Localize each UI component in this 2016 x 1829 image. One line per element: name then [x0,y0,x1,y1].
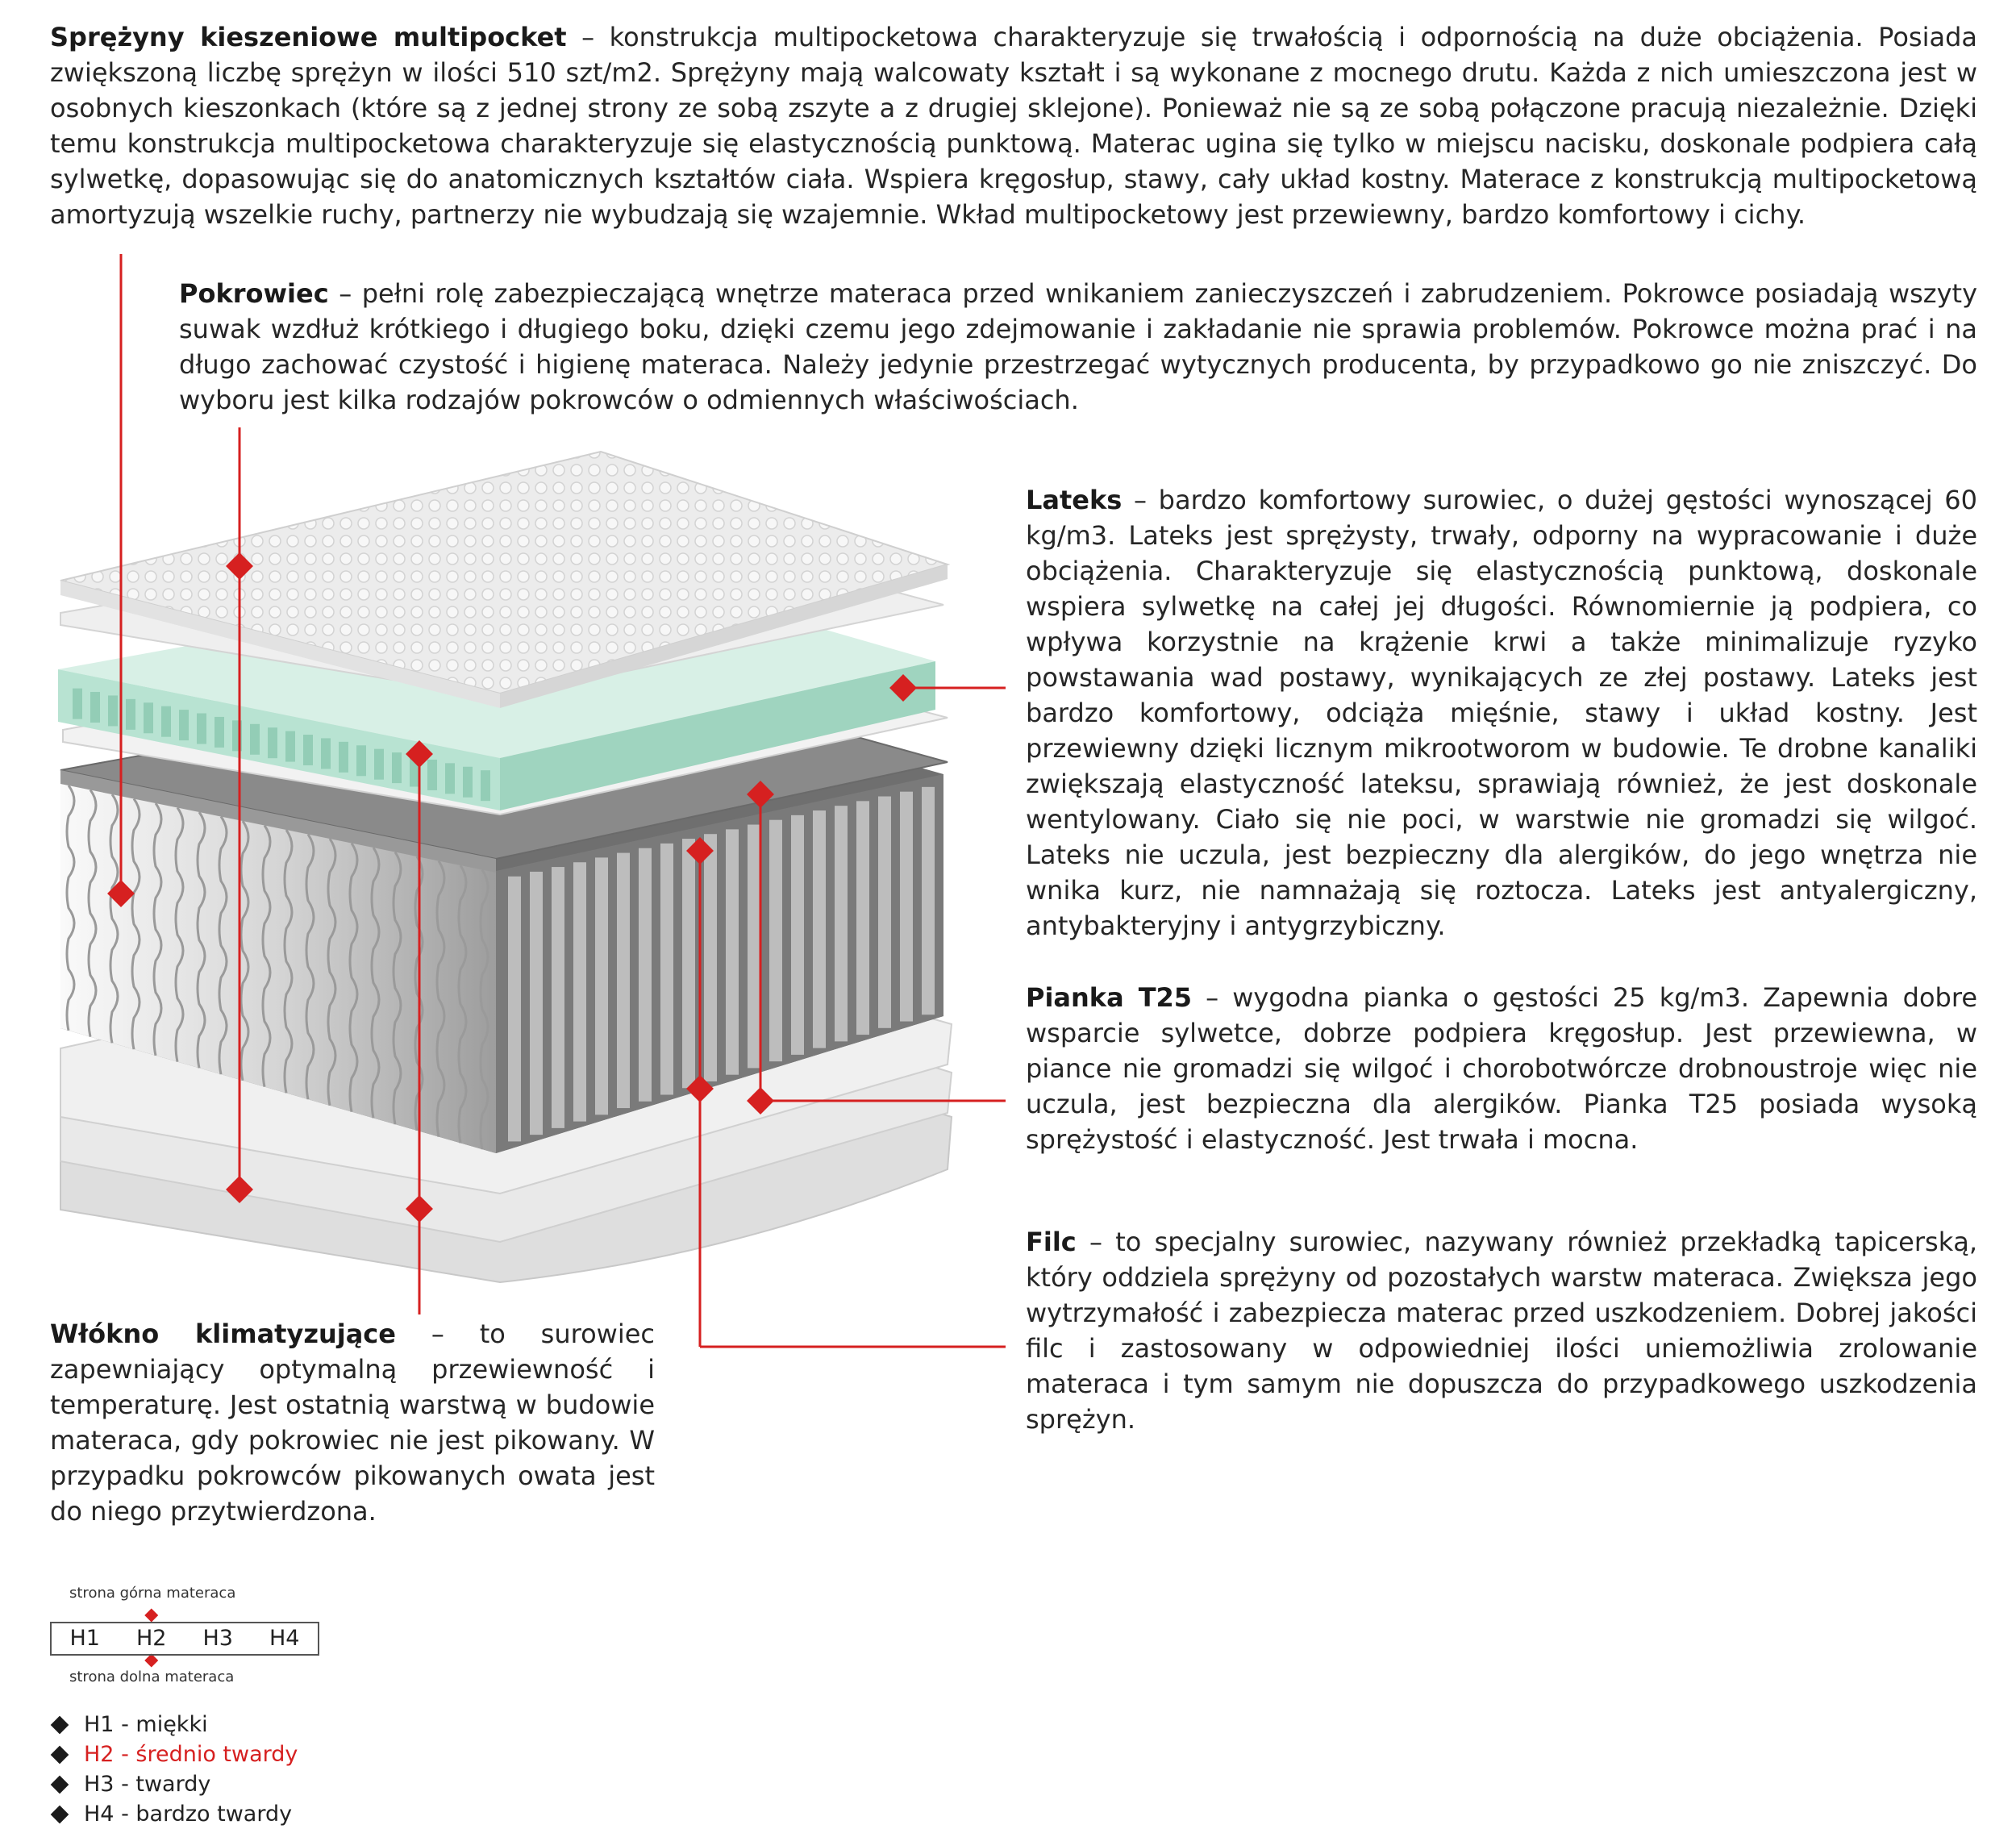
latex-channel [303,735,313,765]
felt-description [1026,1224,1977,1437]
latex-channel [285,731,295,762]
spring-pocket [922,787,935,1014]
latex-channel [179,710,189,740]
spring-pocket [682,839,695,1088]
legend-item-h2 [50,1739,389,1769]
latex-channel [481,770,490,801]
latex-channel [144,702,153,733]
felt-title: Filc [1026,1227,1077,1257]
legend-item-h1 [50,1710,389,1739]
latex-channel [339,742,348,773]
springs-text: – konstrukcja multipocketowa charakteryzuje się trwałością i odpornością na duże obciążenia. Posiada zwiększoną liczbę sprężyn w ilości 510 szt/m2. Sprężyny mają walcowaty kształt i są wykonane z mocnego drutu. Każda z nich umieszczona jest w osobnych kieszonkach (które są z jednej strony ze sobą zszyte a z drugiej sklejone). Ponieważ nie są ze sobą połączone pracują niezależnie. Dzięki temu konstrukcja multipocketowa charakteryzuje się elastycznością punktową. Materac ugina się tylko w miejscu nacisku, doskonale podpiera całą sylwetkę, dopasowując się do anatomicznych kształtów ciała. Wspiera kręgosłup, stawy, cały układ kostny. Materace z konstrukcją multipocketową amortyzują wszelkie ruchy, partnerzy nie wybudzają się wzajemnie. Wkład multipocketowy jest przewiewny, bardzo komfortowy i cichy. [50,22,1978,230]
diamond-icon [51,1775,69,1794]
latex-channel [197,714,206,744]
hardness-legend [50,1710,389,1829]
bottom-side-caption: strona dolna materaca [69,1669,235,1685]
spring-pocket [856,801,869,1035]
latex-channel [427,760,437,790]
foam-title: Pianka T25 [1026,982,1193,1013]
fiber-description [50,1316,655,1529]
latex-channel [321,738,331,769]
latex-title: Lateks [1026,485,1123,515]
springs-title: Sprężyny kieszeniowe multipocket [50,22,567,52]
spring-pocket [508,877,521,1142]
cover-text: – pełni rolę zabezpieczającą wnętrze materaca przed wnikaniem zanieczyszczeń i zabrudzeniem. Pokrowce posiadają wszyty suwak wzdłuż krótkiego i długiego boku, dzięki czemu jego zdejmowanie i zakładanie nie sprawia problemów. Pokrowce można prać i na długo zachować czystość i higienę materaca. Należy jedynie przestrzegać wytycznych producenta, by przypadkowo go nie zniszczyć. Do wyboru jest kilka rodzajów pokrowców o odmiennych właściwościach. [179,278,1977,415]
latex-channel [250,724,260,755]
foam-text: – wygodna pianka o gęstości 25 kg/m3. Zapewnia dobre wsparcie sylwetce, dobrze podpiera kręgosłup. Jest przewiewna, w piance nie gromadzi się wilgoć i chorobotwórcze drobnoustroje więc nie uczula, jest bezpieczna dla alergików. Pianka T25 posiada wysoką sprężystość i elastyczność. Jest trwała i mocna. [1026,982,1978,1155]
spring-pocket [552,867,564,1128]
spring-pocket [878,797,891,1028]
latex-channel [108,695,118,726]
level-h1: H1 [69,1626,100,1651]
legend-label: H3 - twardy [84,1772,211,1797]
top-side-caption: strona górna materaca [69,1585,236,1602]
spring-pocket [573,862,586,1121]
latex-channel [445,763,455,794]
latex-channel [356,745,366,776]
hardness-scale [50,1585,373,1689]
spring-pocket [813,810,826,1048]
legend-item-h3 [50,1769,389,1799]
hardness-levels [50,1622,319,1656]
fiber-title: Włókno klimatyzujące [50,1319,396,1349]
spring-pocket [769,820,782,1061]
spring-pocket [900,792,913,1022]
spring-pocket [530,872,543,1135]
latex-channel [268,727,277,758]
level-h2: H2 [136,1626,167,1651]
spring-pocket [660,844,673,1095]
latex-text: – bardzo komfortowy surowiec, o dużej gęstości wynoszącej 60 kg/m3. Lateks jest sprężysty, trwały, odporny na wypracowanie i duże obciążenia. Charakteryzuje się elastycznością punktową, doskonale wspiera sylwetkę na całej jej długości. Równomiernie ją podpiera, co wpływa korzystnie na krążenie krwi a także minimalizuje ryzyko powstawania wad postawy, wynikających ze złej postawy. Lateks jest bardzo komfortowy, odciąża mięśnie, stawy i układ kostny. Jest przewiewny dzięki licznym mikrootworom w budowie. Te drobne kanaliki zwiększają elastyczność lateksu, sprawiają również, że jest doskonale wentylowany. Ciało się nie poci, w warstwie nie gromadzi się wilgoć. Lateks nie uczula, jest bezpieczny dla alergików, do jego wnętrza nie wnika kurz, nie namnażają się roztocza. Lateks jest antyalergiczny, antybakteryjny i antygrzybiczny. [1026,485,1977,941]
level-h3: H3 [202,1626,233,1651]
legend-label: H1 - miękki [84,1712,208,1737]
diamond-icon [51,1745,69,1764]
spring-pocket [726,829,739,1074]
diamond-icon [51,1805,69,1823]
felt-text: – to specjalny surowiec, nazywany również przekładką tapicerską, który oddziela sprężyny od pozostałych warstw materaca. Zwiększa jego wytrzymałość i zabezpiecza materac przed uszkodzeniem. Dobrej jakości filc i zastosowany w odpowiedniej ilości uniemożliwia zrolowanie materaca i tym samym nie dopuszcza do przypadkowego uszkodzenia sprężyn. [1026,1227,1977,1435]
diamond-icon [51,1715,69,1734]
latex-channel [392,752,402,783]
latex-channel [215,717,224,748]
spring-pocket [835,806,848,1041]
legend-label: H4 - bardzo twardy [84,1802,293,1827]
latex-description [1026,482,1977,944]
legend-item-h4 [50,1799,389,1829]
cover-title: Pokrowiec [179,278,329,309]
latex-channel [73,689,82,719]
latex-channel [90,692,100,723]
level-h4: H4 [269,1626,300,1651]
latex-channel [463,767,473,798]
springs-description [50,19,1977,232]
legend-label: H2 - średnio twardy [84,1742,298,1767]
latex-channel [161,706,171,737]
foam-description [1026,980,1977,1157]
latex-channel [126,699,135,730]
spring-pocket [791,815,804,1055]
cover-description [179,276,1977,418]
fiber-text: – to surowiec zapewniający optymalną przewiewność i temperaturę. Jest ostatnią warstwą w budowie materaca, gdy pokrowiec nie jest pikowany. W przypadku pokrowców pikowanych owata jest do niego przytwierdzona. [50,1319,656,1527]
spring-pocket [748,825,760,1069]
spring-pocket [639,848,652,1102]
spring-pocket [617,853,630,1108]
spring-pocket [595,857,608,1114]
spring-pocket [704,834,717,1081]
latex-channel [374,749,384,780]
